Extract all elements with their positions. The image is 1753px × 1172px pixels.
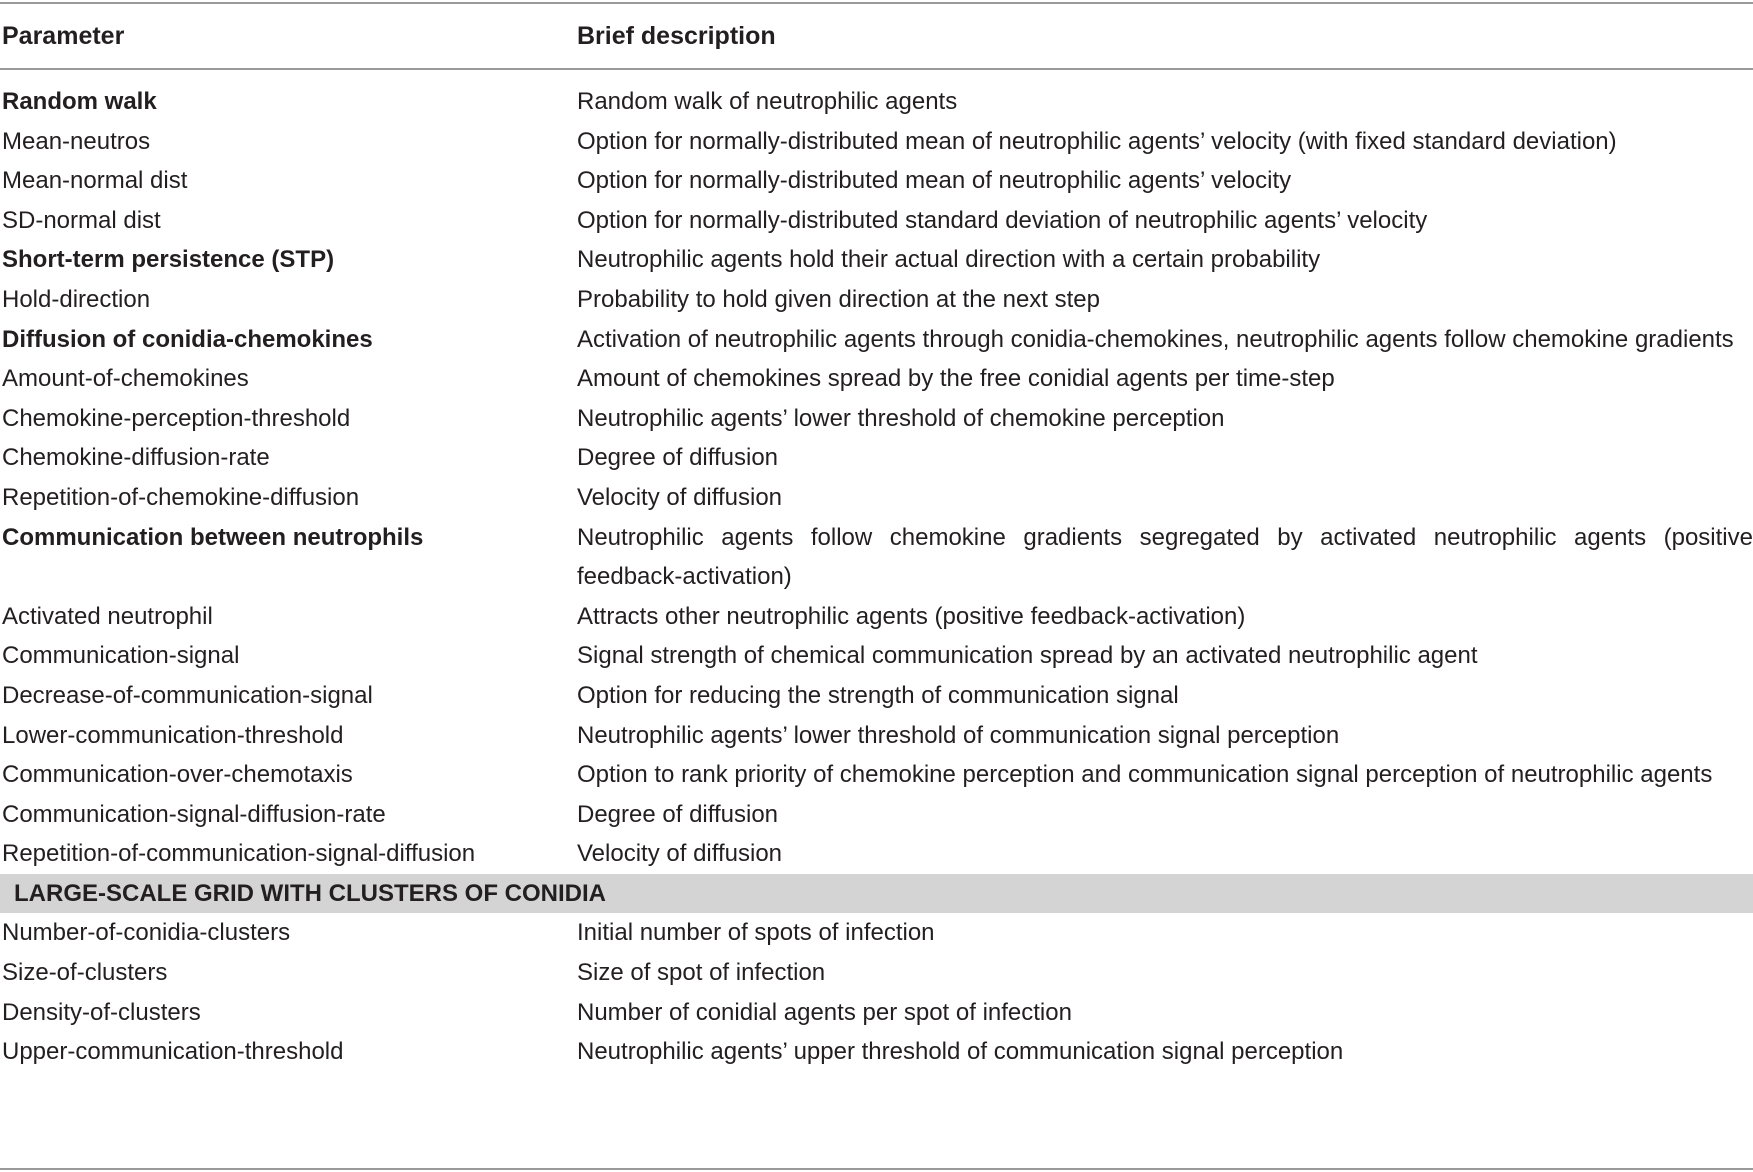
parameter-cell: Amount-of-chemokines: [2, 365, 249, 393]
header-brief-description: Brief description: [577, 22, 776, 50]
header-parameter: Parameter: [2, 22, 125, 50]
description-cell: Velocity of diffusion: [577, 840, 783, 868]
table-row: [0, 755, 1753, 795]
description-cell: Option for reducing the strength of communication signal: [577, 681, 1179, 709]
table-body: [0, 82, 1753, 1072]
parameter-cell: Chemokine-diffusion-rate: [2, 444, 270, 472]
table-row: [0, 240, 1753, 280]
parameter-cell: Diffusion of conidia-chemokines: [2, 325, 373, 353]
table-row: [0, 161, 1753, 201]
parameter-cell: Chemokine-perception-threshold: [2, 404, 351, 432]
table-header-rule: [0, 68, 1753, 70]
table-row: [0, 201, 1753, 241]
description-cell: Option for normally-distributed mean of neutrophilic agents’ velocity: [577, 167, 1292, 195]
description-cell: Neutrophilic agents’ lower threshold of chemokine perception: [577, 404, 1225, 432]
parameter-cell: Mean-normal dist: [2, 167, 188, 195]
parameter-cell: Communication between neutrophils: [2, 523, 424, 551]
parameter-cell: Repetition-of-chemokine-diffusion: [2, 483, 360, 511]
table-header: [0, 4, 1753, 68]
table-row: [0, 676, 1753, 716]
table-bottom-rule: [0, 1168, 1753, 1170]
table-row: [0, 834, 1753, 874]
description-cell: Neutrophilic agents’ upper threshold of communication signal perception: [577, 1038, 1344, 1066]
table-row: [0, 716, 1753, 756]
table-row: [0, 438, 1753, 478]
table-row: [0, 478, 1753, 518]
parameter-cell: SD-normal dist: [2, 206, 161, 234]
description-cell: Option to rank priority of chemokine perception and communication signal perception of neutrophilic agents: [577, 761, 1713, 789]
parameter-cell: Hold-direction: [2, 285, 151, 313]
table-row: [0, 280, 1753, 320]
parameter-cell: Communication-signal: [2, 642, 240, 670]
table-row: [0, 359, 1753, 399]
description-cell: Probability to hold given direction at the next step: [577, 285, 1100, 313]
table-row: [0, 597, 1753, 637]
description-cell: Attracts other neutrophilic agents (positive feedback-activation): [577, 602, 1246, 630]
table-row: [0, 399, 1753, 439]
parameter-table: [0, 82, 1753, 1072]
description-cell: Neutrophilic agents’ lower threshold of communication signal perception: [577, 721, 1340, 749]
parameter-cell: Communication-over-chemotaxis: [2, 761, 353, 789]
parameter-cell: Number-of-conidia-clusters: [2, 919, 291, 947]
table-row: [0, 795, 1753, 835]
parameter-cell: Activated neutrophil: [2, 602, 213, 630]
description-cell: Activation of neutrophilic agents through conidia-chemokines, neutrophilic agents follow chemokine gradients: [577, 325, 1734, 353]
parameter-cell: Decrease-of-communication-signal: [2, 681, 373, 709]
parameter-cell: Mean-neutros: [2, 127, 151, 155]
parameter-cell: Size-of-clusters: [2, 959, 168, 987]
description-cell: Degree of diffusion: [577, 800, 779, 828]
table-row: [0, 1032, 1753, 1072]
description-cell: Option for normally-distributed mean of neutrophilic agents’ velocity (with fixed standard deviation): [577, 127, 1617, 155]
parameter-cell: Short-term persistence (STP): [2, 246, 335, 274]
table-row: [0, 636, 1753, 676]
description-cell: Size of spot of infection: [577, 959, 826, 987]
parameter-cell: Lower-communication-threshold: [2, 721, 344, 749]
description-cell: Amount of chemokines spread by the free conidial agents per time-step: [577, 365, 1335, 393]
parameter-cell: Upper-communication-threshold: [2, 1038, 344, 1066]
table-row: [0, 953, 1753, 993]
description-cell: Random walk of neutrophilic agents: [577, 88, 958, 115]
section-title: LARGE-SCALE GRID WITH CLUSTERS OF CONIDIA: [0, 874, 1753, 914]
parameter-cell: Random walk: [2, 88, 157, 115]
description-cell: Signal strength of chemical communication spread by an activated neutrophilic agent: [577, 642, 1478, 670]
table-row: [0, 122, 1753, 162]
description-cell: Neutrophilic agents follow chemokine gradients segregated by activated neutrophilic agents (positive feedback-activation): [577, 523, 1753, 591]
description-cell: Velocity of diffusion: [577, 483, 783, 511]
table-row: [0, 993, 1753, 1033]
section-band: [0, 874, 1753, 914]
parameter-cell: Density-of-clusters: [2, 998, 201, 1026]
description-cell: Degree of diffusion: [577, 444, 779, 472]
parameter-cell: Repetition-of-communication-signal-diffusion: [2, 840, 476, 868]
description-cell: Initial number of spots of infection: [577, 919, 935, 947]
table-row: [0, 82, 1753, 122]
parameter-cell: Communication-signal-diffusion-rate: [2, 800, 386, 828]
table-row: [0, 518, 1753, 597]
table-row: [0, 913, 1753, 953]
description-cell: Option for normally-distributed standard deviation of neutrophilic agents’ velocity: [577, 206, 1428, 234]
description-cell: Neutrophilic agents hold their actual direction with a certain probability: [577, 246, 1321, 274]
table-row: [0, 320, 1753, 360]
description-cell: Number of conidial agents per spot of infection: [577, 998, 1072, 1026]
